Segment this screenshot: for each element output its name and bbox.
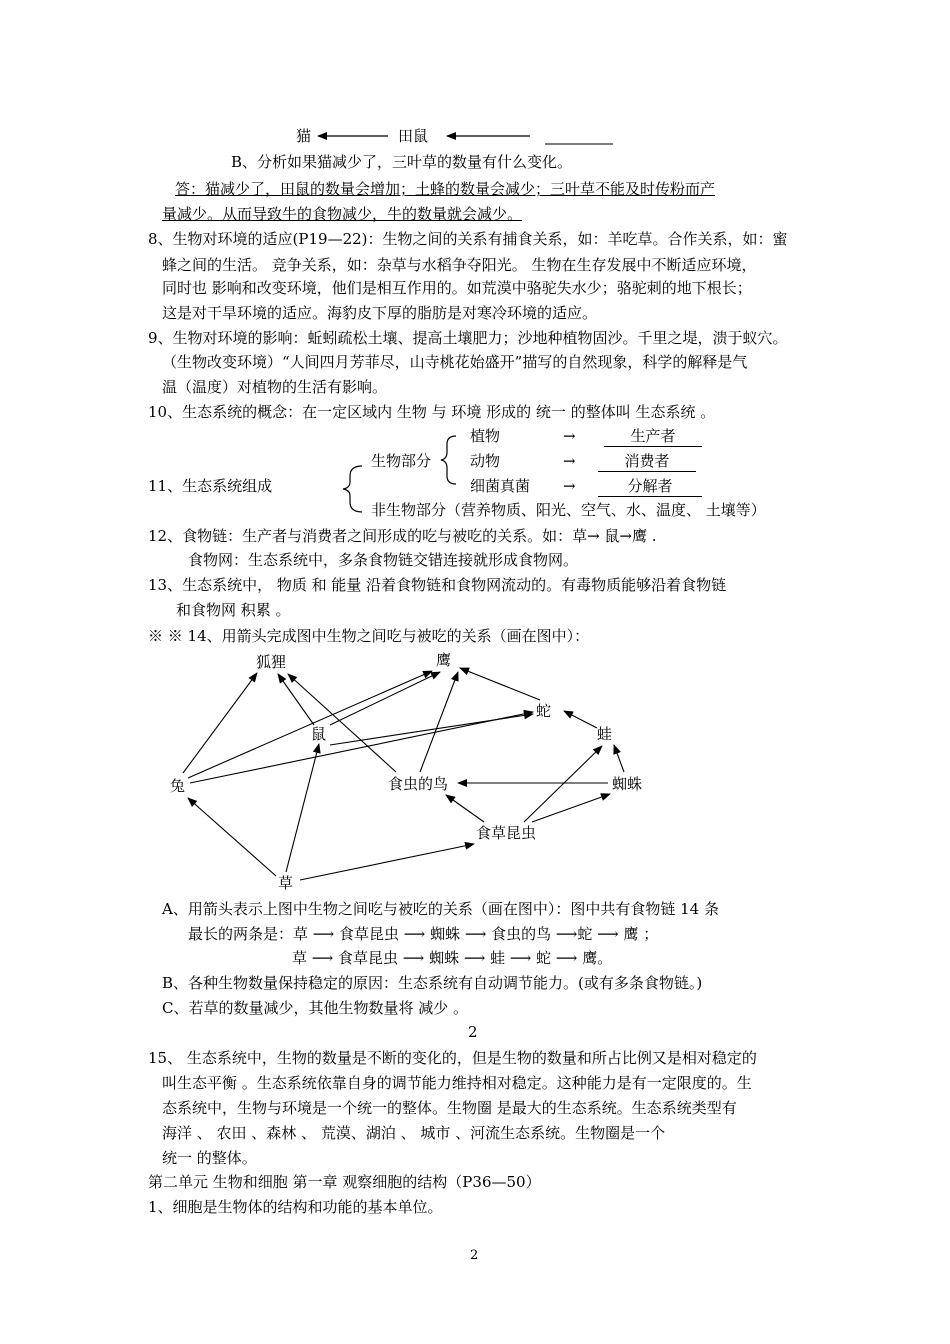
line-q-b: B、各种生物数量保持稳定的原因：生态系统有自动调节能力。(或有多条食物链。) xyxy=(162,974,703,992)
comp-producer: 生产者 xyxy=(604,426,702,447)
comp-arrow-2: → xyxy=(563,452,576,470)
arrow-grass-mouse xyxy=(286,744,319,872)
line-item-8c: 同时也 影响和改变环境，他们是相互作用的。如荒漠中骆驼失水少；骆驼刺的地下根长； xyxy=(162,279,752,297)
comp-plant: 植物 xyxy=(470,427,501,445)
brace-small xyxy=(441,436,456,484)
line-q-a-chain2: 草 ⟶ 食草昆虫 ⟶ 蜘蛛 ⟶ 蛙 ⟶ 蛇 ⟶ 鹰。 xyxy=(292,949,613,967)
comp-animal: 动物 xyxy=(470,452,501,470)
arrow-rabbit-snake xyxy=(190,712,533,783)
line-item-13b: 和食物网 积累 。 xyxy=(176,601,291,619)
arrow-rabbit-eagle xyxy=(188,671,432,778)
line-item-10: 10、生态系统的概念：在一定区域内 生物 与 环境 形成的 统一 的整体叫 生态系统 。 xyxy=(148,403,716,421)
page-number: 2 xyxy=(470,1248,479,1263)
comp-microbe: 细菌真菌 xyxy=(470,477,531,495)
arrow-rabbit-fox xyxy=(183,673,257,773)
node-rabbit: 兔 xyxy=(170,777,186,795)
arrow-grass-rabbit xyxy=(188,798,276,876)
comp-title: 11、生态系统组成 xyxy=(148,477,273,495)
comp-consumer: 消费者 xyxy=(598,451,696,472)
comp-nonbio: 非生物部分（营养物质、阳光、空气、水、温度、 土壤等） xyxy=(371,501,766,519)
line-unit-heading: 第二单元 生物和细胞 第一章 观察细胞的结构（P36—50） xyxy=(148,1173,541,1191)
arrow-frog-snake xyxy=(564,711,597,728)
line-item-15: 15、 生态系统中，生物的数量是不断的变化的，但是生物的数量和所占比例又是相对稳定的 xyxy=(148,1049,757,1067)
line-q-a-chain1: 最长的两条是：草 ⟶ 食草昆虫 ⟶ 蜘蛛 ⟶ 食虫的鸟 ⟶蛇 ⟶ 鹰 ； xyxy=(188,925,659,943)
line-q-a: A、用箭头表示上图中生物之间吃与被吃的关系（画在图中）：图中共有食物链 14 条 xyxy=(162,900,719,918)
line-answer-2: 量减少。从而导致牛的食物减少，牛的数量就会减少。 xyxy=(162,205,523,223)
chain-cat: 猫 xyxy=(296,127,312,145)
node-insect: 食草昆虫 xyxy=(476,824,537,842)
line-item-8: 8、生物对环境的适应(P19—22)：生物之间的关系有捕食关系，如：羊吃草。合作关系，如：蜜 xyxy=(148,230,788,248)
line-q-c: C、若草的数量减少，其他生物数量将 减少 。 xyxy=(162,999,469,1017)
line-item-15c: 态系统中，生物与环境是一个统一的整体。生物圈 是最大的生态系统。生态系统类型有 xyxy=(162,1099,737,1117)
line-item-15b: 叫生态平衡 。生态系统依靠自身的调节能力维持相对稳定。这种能力是有一定限度的。生 xyxy=(162,1074,752,1092)
line-item-12b: 食物网：生态系统中，多条食物链交错连接就形成食物网。 xyxy=(188,551,579,569)
line-cell-item-1: 1、细胞是生物体的结构和功能的基本单位。 xyxy=(148,1198,443,1216)
arrow-snake-eagle xyxy=(460,668,540,700)
line-answer-1: 答：猫减少了，田鼠的数量会增加；土蜂的数量会减少；三叶草不能及时传粉而产 xyxy=(175,180,716,198)
line-item-12: 12、食物链：生产者与消费者之间形成的吃与被吃的关系。如：草→ 鼠→鹰 . xyxy=(148,527,657,545)
line-item-9: 9、生物对环境的影响：蚯蚓疏松土壤、提高土壤肥力；沙地种植物固沙。千里之堤，溃于蚁穴。 xyxy=(148,329,788,347)
node-snake: 蛇 xyxy=(536,702,552,720)
line-item-9c: 温（温度）对植物的生活有影响。 xyxy=(162,378,388,396)
node-grass: 草 xyxy=(278,874,294,892)
comp-arrow-3: → xyxy=(563,477,576,495)
line-item-15e: 统一 的整体。 xyxy=(162,1149,257,1167)
node-mouse: 鼠 xyxy=(311,725,327,743)
arrow-bird-fox xyxy=(288,674,396,772)
line-inner-page-num: 2 xyxy=(468,1023,478,1041)
arrow-spider-frog xyxy=(614,745,624,772)
line-item-8d: 这是对干旱环境的适应。海豹皮下厚的脂肪是对寒冷环境的适应。 xyxy=(162,304,598,322)
node-fox: 狐狸 xyxy=(256,653,287,671)
arrow-grass-insect xyxy=(300,844,474,880)
node-frog: 蛙 xyxy=(597,725,613,743)
line-item-14: ※ ※ 14、用箭头完成图中生物之间吃与被吃的关系（画在图中）： xyxy=(148,627,590,645)
node-spider: 蜘蛛 xyxy=(612,775,643,793)
arrow-mouse-eagle xyxy=(330,672,440,725)
line-b-question: B、分析如果猫减少了，三叶草的数量有什么变化。 xyxy=(231,153,573,171)
comp-decomposer: 分解者 xyxy=(598,476,702,497)
line-item-15d: 海洋 、 农田 、森林 、 荒漠、湖泊 、 城市 、河流生态系统。生物圈是一个 xyxy=(162,1124,666,1142)
arrow-insect-bird xyxy=(446,795,484,822)
brace-large xyxy=(343,466,362,512)
chain-mouse: 田鼠 xyxy=(398,127,429,145)
arrow-insect-spider xyxy=(532,794,610,822)
line-item-9b: （生物改变环境）“人间四月芳菲尽，山寺桃花始盛开”描写的自然现象，科学的解释是气 xyxy=(162,353,748,371)
node-bird: 食虫的鸟 xyxy=(388,775,449,793)
comp-bio-part: 生物部分 xyxy=(371,452,432,470)
line-item-13: 13、生态系统中， 物质 和 能量 沿着食物链和食物网流动的。有毒物质能够沿着食物链 xyxy=(148,576,727,594)
comp-arrow-1: → xyxy=(563,427,576,445)
line-item-8b: 蜂之间的生活。 竞争关系，如：杂草与水稻争夺阳光。 生物在生存发展中不断适应环境， xyxy=(162,256,757,274)
arrow-bird-eagle xyxy=(420,672,458,772)
node-eagle: 鹰 xyxy=(436,651,452,669)
